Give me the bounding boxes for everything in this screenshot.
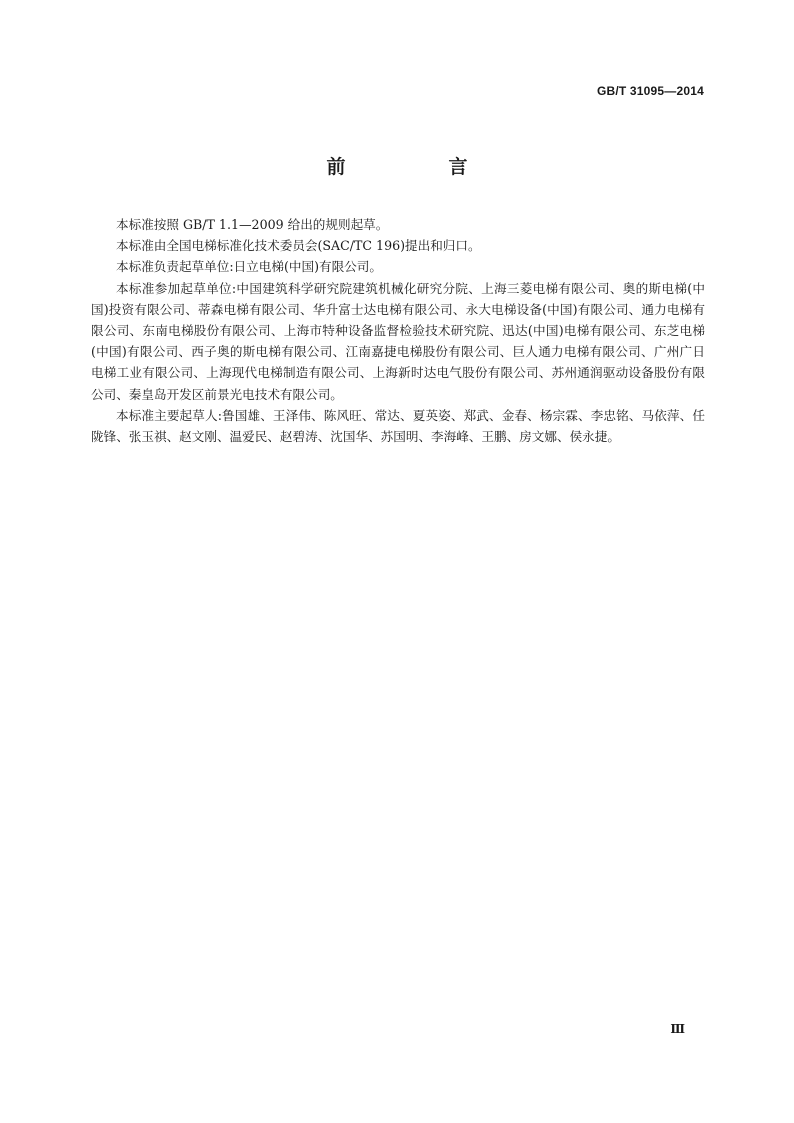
paragraph-participating-units: 本标准参加起草单位:中国建筑科学研究院建筑机械化研究分院、上海三菱电梯有限公司、奥的斯电梯(中国)投资有限公司、蒂森电梯有限公司、华升富士达电梯有限公司、永大电梯设备(中国)有限公司、通力电梯有限公司、东南电梯股份有限公司、上海市特种设备监督检验技术研究院、迅达(中国)电梯有限公司、东芝电梯(中国)有限公司、西子奥的斯电梯有限公司、江南嘉捷电梯股份有限公司、巨人通力电梯有限公司、广州广日电梯工业有限公司、上海现代电梯制造有限公司、上海新时达电气股份有限公司、苏州通润驱动设备股份有限公司、秦皇岛开发区前景光电技术有限公司。 bbox=[91, 280, 705, 402]
page-title: 前 言 bbox=[326, 156, 510, 178]
foreword-body bbox=[91, 214, 705, 447]
paragraph-proposer: 本标准由全国电梯标准化技术委员会(SAC/TC 196)提出和归口。 bbox=[116, 238, 481, 254]
page-number: Ⅲ bbox=[670, 1022, 685, 1036]
paragraph-main-drafters: 本标准主要起草人:鲁国雄、王泽伟、陈风旺、常达、夏英姿、郑武、金春、杨宗霖、李忠铭、马依萍、任陇锋、张玉祺、赵文刚、温爱民、赵碧涛、沈国华、苏国明、李海峰、王鹏、房文娜、侯永捷。 bbox=[91, 407, 705, 445]
paragraph-drafting-rules: 本标准按照 GB/T 1.1—2009 给出的规则起草。 bbox=[116, 217, 389, 232]
standard-code: GB/T 31095—2014 bbox=[596, 84, 704, 98]
paragraph-responsible-drafter: 本标准负责起草单位:日立电梯(中国)有限公司。 bbox=[116, 259, 382, 275]
